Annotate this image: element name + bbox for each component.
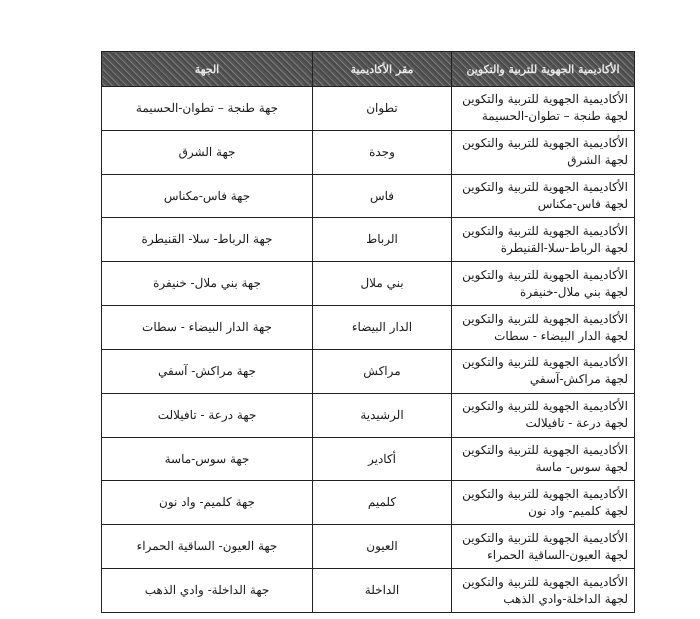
academy-cell: الأكاديمية الجهوية للتربية والتكوين لجهة الرباط-سلا-القنيطرة xyxy=(452,218,635,262)
academy-cell: الأكاديمية الجهوية للتربية والتكوين لجهة بني ملال-خنيفرة xyxy=(452,262,635,306)
table-row xyxy=(102,569,635,613)
academy-cell: الأكاديمية الجهوية للتربية والتكوين لجهة سوس- ماسة xyxy=(452,437,635,481)
region-cell: جهة درعة - تافيلالت xyxy=(102,393,313,437)
academy-cell: الأكاديمية الجهوية للتربية والتكوين لجهة طنجة – تطوان-الحسيمة xyxy=(452,87,635,131)
academy-cell: الأكاديمية الجهوية للتربية والتكوين لجهة الداخلة-وادي الذهب xyxy=(452,569,635,613)
table-row xyxy=(102,437,635,481)
seat-cell: الرباط xyxy=(313,218,452,262)
table-row xyxy=(102,87,635,131)
region-cell: جهة مراكش- آسفي xyxy=(102,349,313,393)
academy-cell: الأكاديمية الجهوية للتربية والتكوين لجهة الشرق xyxy=(452,130,635,174)
table-row xyxy=(102,262,635,306)
academies-table xyxy=(101,51,635,613)
region-cell: جهة طنجة – تطوان-الحسيمة xyxy=(102,87,313,131)
seat-cell: الدار البيضاء xyxy=(313,306,452,350)
academy-cell: الأكاديمية الجهوية للتربية والتكوين لجهة كلميم- واد نون xyxy=(452,481,635,525)
header-academy: الأكاديمية الجهوية للتربية والتكوين xyxy=(452,52,635,87)
header-region: الجهة xyxy=(102,52,313,87)
academy-cell: الأكاديمية الجهوية للتربية والتكوين لجهة درعة - تافيلالت xyxy=(452,393,635,437)
seat-cell: أكادير xyxy=(313,437,452,481)
academy-cell: الأكاديمية الجهوية للتربية والتكوين لجهة الدار البيضاء - سطات xyxy=(452,306,635,350)
table-header-row xyxy=(102,52,635,87)
table-row xyxy=(102,349,635,393)
region-cell: جهة بني ملال- خنيفرة xyxy=(102,262,313,306)
seat-cell: كلميم xyxy=(313,481,452,525)
seat-cell: فاس xyxy=(313,174,452,218)
academy-cell: الأكاديمية الجهوية للتربية والتكوين لجهة العيون-الساقية الحمراء xyxy=(452,525,635,569)
region-cell: جهة الرباط- سلا- القنيطرة xyxy=(102,218,313,262)
table-row xyxy=(102,393,635,437)
academy-cell: الأكاديمية الجهوية للتربية والتكوين لجهة فاس-مكناس xyxy=(452,174,635,218)
seat-cell: وجدة xyxy=(313,130,452,174)
header-seat: مقر الأكاديمية xyxy=(313,52,452,87)
table-row xyxy=(102,218,635,262)
table-row xyxy=(102,525,635,569)
table-row xyxy=(102,306,635,350)
seat-cell: مراكش xyxy=(313,349,452,393)
region-cell: جهة فاس-مكناس xyxy=(102,174,313,218)
seat-cell: تطوان xyxy=(313,87,452,131)
region-cell: جهة سوس-ماسة xyxy=(102,437,313,481)
table-row xyxy=(102,130,635,174)
table-row xyxy=(102,174,635,218)
region-cell: جهة الشرق xyxy=(102,130,313,174)
table-row xyxy=(102,481,635,525)
academy-cell: الأكاديمية الجهوية للتربية والتكوين لجهة مراكش-آسفي xyxy=(452,349,635,393)
seat-cell: العيون xyxy=(313,525,452,569)
region-cell: جهة الداخلة- وادي الذهب xyxy=(102,569,313,613)
region-cell: جهة الدار البيضاء - سطات xyxy=(102,306,313,350)
seat-cell: الداخلة xyxy=(313,569,452,613)
region-cell: جهة العيون- الساقية الحمراء xyxy=(102,525,313,569)
seat-cell: الرشيدية xyxy=(313,393,452,437)
seat-cell: بني ملال xyxy=(313,262,452,306)
region-cell: جهة كلميم- واد نون xyxy=(102,481,313,525)
